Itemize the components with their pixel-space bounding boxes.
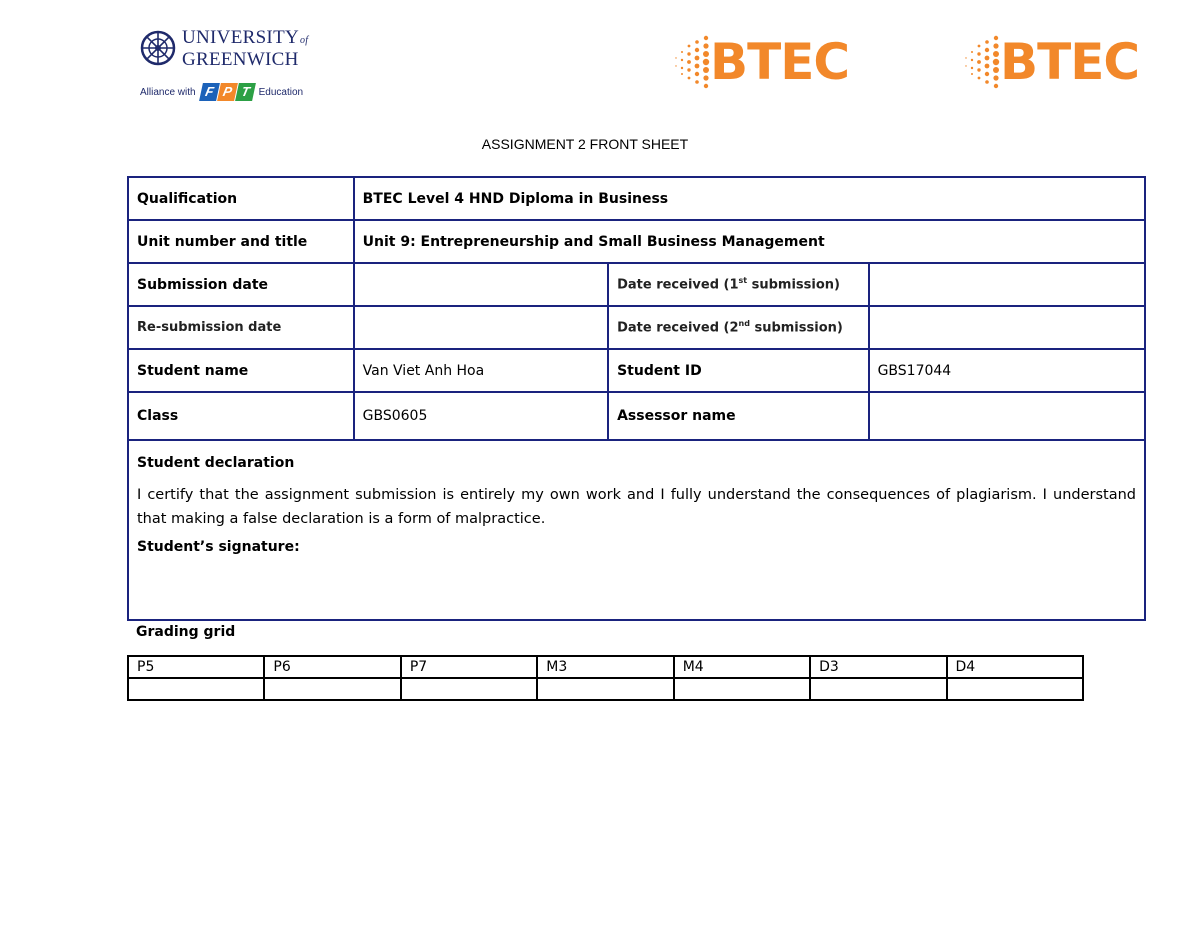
university-name-of: of [300,35,309,46]
resubmission-label: Re-submission date [128,306,354,349]
btec-wordmark-left: BTEC [710,33,850,91]
university-name-line2: GREENWICH [182,49,299,70]
btec-dots-icon [672,32,712,92]
grade-value-m3[interactable] [537,678,673,700]
submission-date-label: Submission date [128,263,354,306]
date-received-1-label [608,263,869,306]
fpt-letter-t: T [235,83,256,101]
student-id-label: Student ID [608,349,869,392]
page-title: ASSIGNMENT 2 FRONT SHEET [481,136,689,152]
row-class [128,392,1145,440]
grade-header-p5: P5 [128,656,264,678]
grade-header-d3: D3 [810,656,946,678]
assessor-label: Assessor name [608,392,869,440]
qualification-value: BTEC Level 4 HND Diploma in Business [354,177,1145,220]
date-received-2-label [608,306,869,349]
class-label: Class [128,392,354,440]
front-sheet-table [127,176,1146,621]
signature-label: Student’s signature: [137,539,300,555]
alliance-prefix: Alliance with [140,86,196,98]
btec-wordmark-right: BTEC [1000,33,1140,91]
grade-header-m4: M4 [674,656,810,678]
unit-label: Unit number and title [128,220,354,263]
declaration-text: I certify that the assignment submission is entirely my own work and I fully understand the consequences of plagiarism. I understand that making a false declaration is a form of malpractice. [137,487,1136,527]
grade-value-p7[interactable] [401,678,537,700]
university-crest-icon [140,30,176,66]
row-unit [128,220,1145,263]
class-value: GBS0605 [354,392,608,440]
alliance-line [140,83,303,101]
unit-value: Unit 9: Entrepreneurship and Small Business Management [354,220,1145,263]
date-received-2-value[interactable] [869,306,1145,349]
assessor-value[interactable] [869,392,1145,440]
university-logo [140,28,320,102]
date-received-2-text-a: Date received (2 [617,320,739,336]
grade-value-p5[interactable] [128,678,264,700]
grade-header-p7: P7 [401,656,537,678]
date-received-1-text-b: submission) [747,277,840,293]
grading-header-row [128,656,1083,678]
btec-dots-icon [962,32,1002,92]
grade-value-d3[interactable] [810,678,946,700]
row-resubmission-date [128,306,1145,349]
fpt-letter-p: P [217,83,238,101]
university-name [182,28,308,69]
date-received-2-text-b: submission) [749,320,843,336]
submission-date-value[interactable] [354,263,608,306]
btec-logo-right [962,30,1139,94]
declaration-cell [128,440,1145,620]
university-name-line1: UNIVERSITY [182,27,299,48]
row-submission-date [128,263,1145,306]
declaration-heading: Student declaration [137,455,295,471]
btec-logo-left [672,30,849,94]
date-received-1-value[interactable] [869,263,1145,306]
student-name-value: Van Viet Anh Hoa [354,349,608,392]
grade-value-p6[interactable] [264,678,400,700]
resubmission-value[interactable] [354,306,608,349]
row-qualification [128,177,1145,220]
date-received-2-sup: nd [738,319,750,329]
grade-header-m3: M3 [537,656,673,678]
row-declaration [128,440,1145,620]
date-received-1-sup: st [738,276,748,286]
grade-header-p6: P6 [264,656,400,678]
student-id-value: GBS17044 [869,349,1145,392]
grade-header-d4: D4 [947,656,1083,678]
grade-value-d4[interactable] [947,678,1083,700]
date-received-1-text-a: Date received (1 [617,277,739,293]
grading-value-row [128,678,1083,700]
fpt-letter-f: F [199,83,220,101]
grading-grid-label: Grading grid [136,624,236,640]
grading-grid-table [127,655,1084,701]
row-student-name [128,349,1145,392]
grade-value-m4[interactable] [674,678,810,700]
alliance-suffix: Education [258,86,304,98]
fpt-logo [201,83,255,101]
student-name-label: Student name [128,349,354,392]
qualification-label: Qualification [128,177,354,220]
